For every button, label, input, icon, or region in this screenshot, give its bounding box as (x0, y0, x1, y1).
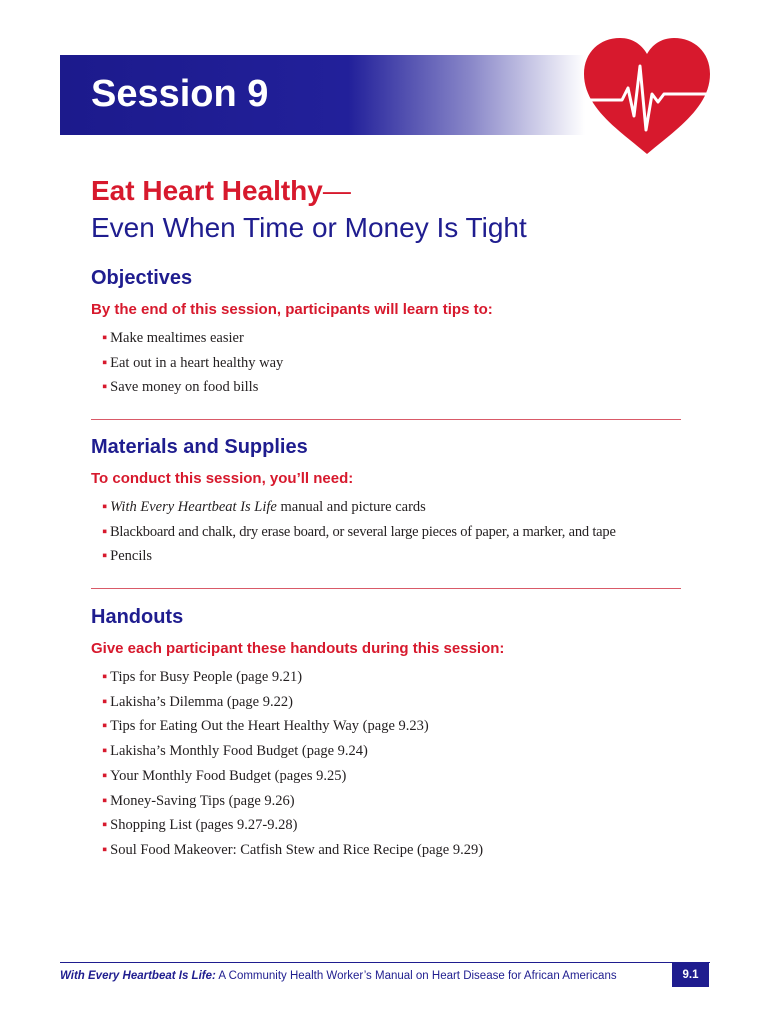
heart-with-heartbeat-line-icon (580, 36, 714, 160)
objectives-section (91, 266, 681, 400)
objectives-lead: By the end of this session, participants will learn tips to: (91, 301, 493, 318)
bullet-icon: ▪ (102, 767, 108, 784)
bullet-icon: ▪ (102, 548, 108, 565)
bullet-icon: ▪ (102, 354, 108, 371)
subtitle: Even When Time or Money Is Tight (91, 212, 527, 243)
bullet-icon: ▪ (102, 817, 108, 834)
list-item: ▪ Soul Food Makeover: Catfish Stew and Rice Recipe (page 9.29) (102, 841, 484, 858)
bullet-icon: ▪ (102, 841, 108, 858)
list-item: ▪ With Every Heartbeat Is Life manual and picture cards (102, 499, 426, 515)
bullet-icon: ▪ (102, 499, 108, 515)
list-item: ▪ Tips for Busy People (page 9.21) (102, 669, 303, 685)
materials-section (91, 435, 681, 569)
bullet-icon: ▪ (102, 330, 108, 346)
objectives-list (91, 326, 681, 400)
list-item: ▪ Make mealtimes easier (102, 330, 244, 346)
page-number-badge: 9.1 (672, 963, 709, 987)
materials-lead: To conduct this session, you’ll need: (91, 470, 354, 487)
materials-heading: Materials and Supplies (91, 436, 308, 458)
handouts-heading: Handouts (91, 606, 184, 628)
session-title: Session 9 (91, 73, 269, 115)
footer-manual-title: With Every Heartbeat Is Life: (60, 970, 216, 982)
list-item: ▪ Tips for Eating Out the Heart Healthy Way (page 9.23) (102, 718, 429, 735)
main-title (91, 174, 351, 208)
bullet-icon: ▪ (102, 792, 108, 809)
handouts-section (91, 605, 681, 863)
bullet-icon: ▪ (102, 669, 108, 685)
list-item: ▪ Lakisha’s Dilemma (page 9.22) (102, 693, 293, 710)
handouts-list (91, 665, 681, 863)
section-divider (91, 419, 681, 420)
list-item: ▪ Blackboard and chalk, dry erase board, or several large pieces of paper, a marker, and tape (102, 523, 616, 540)
footer-text (60, 968, 617, 984)
session-banner (60, 55, 585, 135)
objectives-heading: Objectives (91, 267, 193, 289)
bullet-icon: ▪ (102, 379, 108, 396)
manual-title: With Every Heartbeat Is Life (110, 499, 277, 515)
list-item: ▪ Money-Saving Tips (page 9.26) (102, 792, 295, 809)
list-item: ▪ Save money on food bills (102, 379, 259, 396)
list-item: ▪ Lakisha’s Monthly Food Budget (page 9.24) (102, 743, 368, 760)
title-dash: — (322, 175, 351, 206)
bullet-icon: ▪ (102, 693, 108, 710)
list-item: ▪ Eat out in a heart healthy way (102, 354, 284, 371)
materials-list (91, 495, 681, 569)
list-item: ▪ Pencils (102, 548, 153, 565)
list-item: ▪ Your Monthly Food Budget (pages 9.25) (102, 767, 347, 784)
footer-rule (60, 962, 710, 963)
bullet-icon: ▪ (102, 523, 107, 540)
list-item: ▪ Shopping List (pages 9.27-9.28) (102, 817, 298, 834)
main-title-text: Eat Heart Healthy (91, 175, 323, 206)
footer-subtitle: A Community Health Worker’s Manual on Heart Disease for African Americans (215, 970, 617, 982)
section-divider (91, 588, 681, 589)
bullet-icon: ▪ (102, 718, 108, 735)
handouts-lead: Give each participant these handouts during this session: (91, 640, 505, 657)
bullet-icon: ▪ (102, 743, 108, 760)
